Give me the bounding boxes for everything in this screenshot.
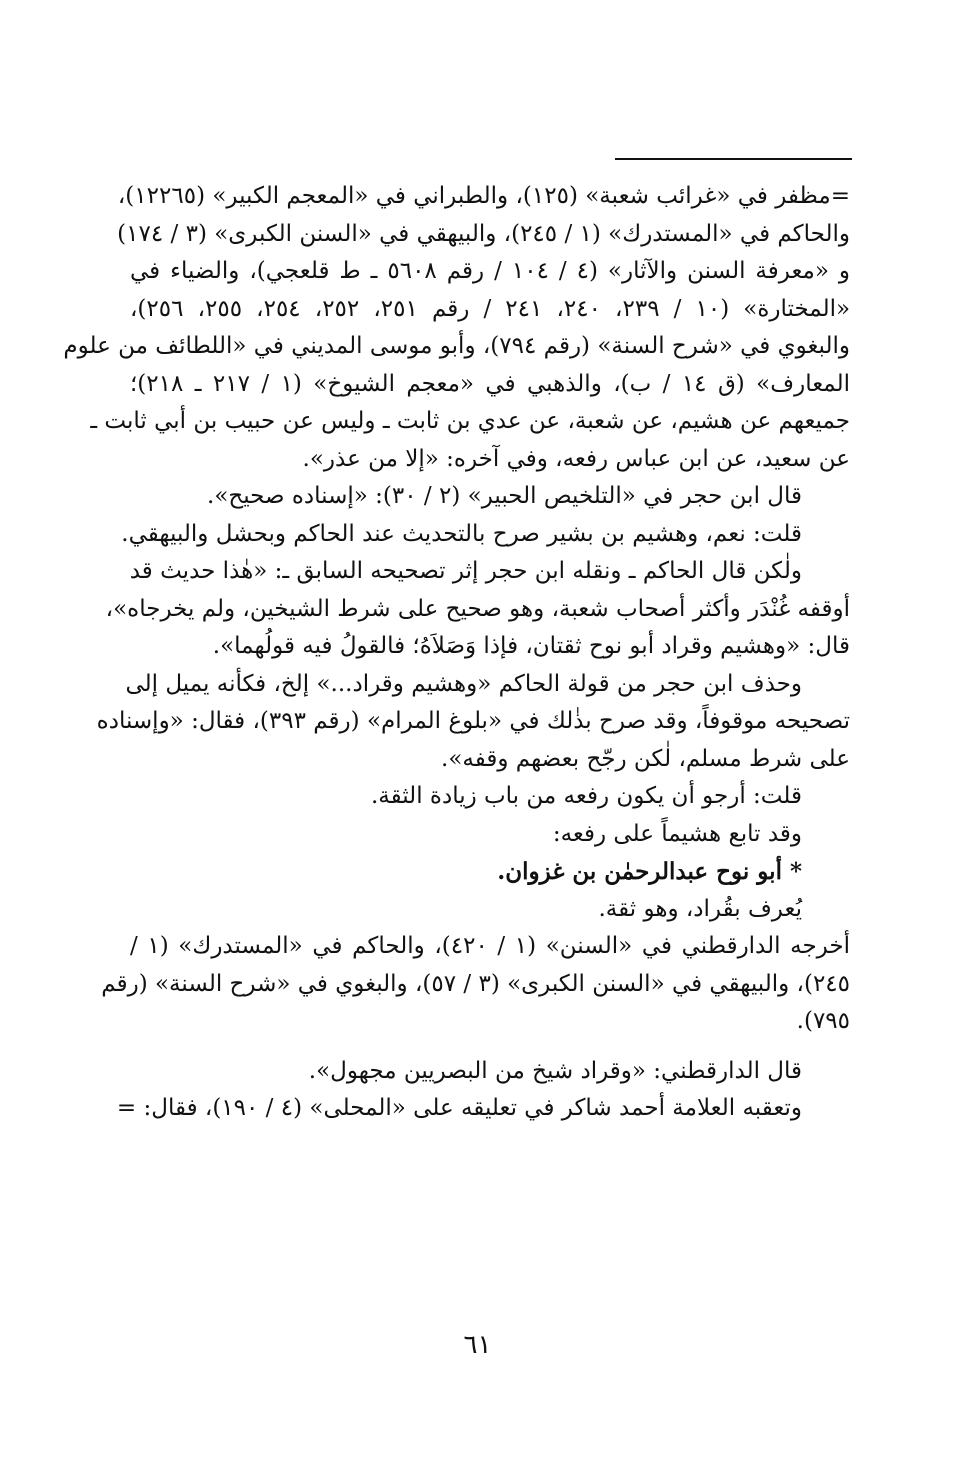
text-line: قال: «وهشيم وقراد أبو نوح ثقتان، فإذا وَصَلاَهُ؛ فالقولُ فيه قولُهما». bbox=[212, 633, 850, 659]
text-line: «المختارة» (١٠ / ٢٣٩، ٢٤٠، ٢٤١ / رقم ٢٥١، ٢٥٢، ٢٥٤، ٢٥٥، ٢٥٦)، bbox=[130, 295, 851, 322]
text-line: تصحيحه موقوفاً، وقد صرح بذٰلك في «بلوغ المرام» (رقم ٣٩٣)، فقال: «وإسناده bbox=[96, 708, 850, 734]
text-line: قلت: نعم، وهشيم بن بشير صرح بالتحديث عند الحاكم وبحشل والبيهقي. bbox=[121, 520, 802, 547]
text-line: المعارف» (ق ١٤ / ب)، والذهبي في «معجم الشيوخ» (١ / ٢١٧ ـ ٢١٨)؛ bbox=[130, 370, 850, 397]
text-line: وتعقبه العلامة أحمد شاكر في تعليقه على «المحلى» (٤ / ١٩٠)، فقال: = bbox=[116, 1095, 802, 1121]
text-line: قلت: أرجو أن يكون رفعه من باب زيادة الثقة. bbox=[370, 783, 802, 809]
text-line: يُعرف بقُراد، وهو ثقة. bbox=[598, 895, 802, 922]
text-line: و «معرفة السنن والآثار» (٤ / ١٠٤ / رقم ٥٦٠٨ ـ ط قلعجي)، والضياء في bbox=[130, 258, 851, 284]
text-line: وحذف ابن حجر من قولة الحاكم «وهشيم وقراد...» إلخ، فكأنه يميل إلى bbox=[125, 670, 802, 697]
text-line: قال الدارقطني: «وقراد شيخ من البصريين مجهول». bbox=[308, 1057, 802, 1084]
text-line: قال ابن حجر في «التلخيص الحبير» (٢ / ٣٠): «إسناده صحيح». bbox=[207, 483, 802, 509]
text-line: ٢٤٥)، والبيهقي في «السنن الكبرى» (٣ / ٥٧)، والبغوي في «شرح السنة» (رقم bbox=[101, 970, 850, 997]
footnote-separator-rule bbox=[615, 158, 852, 160]
page-number: ٦١ bbox=[463, 1330, 492, 1360]
text-line: أخرجه الدارقطني في «السنن» (١ / ٤٢٠)، والحاكم في «المستدرك» (١ / bbox=[130, 933, 850, 959]
text-line: أوقفه غُنْدَر وأكثر أصحاب شعبة، وهو صحيح على شرط الشيخين، ولم يخرجاه»، bbox=[105, 595, 850, 622]
text-line: على شرط مسلم، لٰكن رجّح بعضهم وقفه». bbox=[441, 745, 850, 772]
text-line: ولٰكن قال الحاكم ـ ونقله ابن حجر إثر تصحيحه السابق ـ: «هٰذا حديث قد bbox=[129, 558, 802, 584]
narrator-heading: * أبو نوح عبدالرحمٰن بن غزوان. bbox=[497, 858, 802, 885]
text-line: ٧٩٥). bbox=[796, 1008, 850, 1034]
text-line: عن سعيد، عن ابن عباس رفعه، وفي آخره: «إلا من عذر». bbox=[302, 445, 850, 472]
text-line: =مظفر في «غرائب شعبة» (١٢٥)، والطبراني في «المعجم الكبير» (١٢٢٦٥)، bbox=[117, 183, 850, 209]
text-line: جميعهم عن هشيم، عن شعبة، عن عدي بن ثابت ـ وليس عن حبيب بن أبي ثابت ـ bbox=[90, 408, 850, 434]
text-line: والبغوي في «شرح السنة» (رقم ٧٩٤)، وأبو موسى المديني في «اللطائف من علوم bbox=[63, 333, 850, 359]
footnote-text-block bbox=[63, 178, 851, 1128]
text-line: والحاكم في «المستدرك» (١ / ٢٤٥)، والبيهقي في «السنن الكبرى» (٣ / ١٧٤) bbox=[117, 220, 850, 247]
text-line: وقد تابع هشيماً على رفعه: bbox=[552, 820, 802, 847]
